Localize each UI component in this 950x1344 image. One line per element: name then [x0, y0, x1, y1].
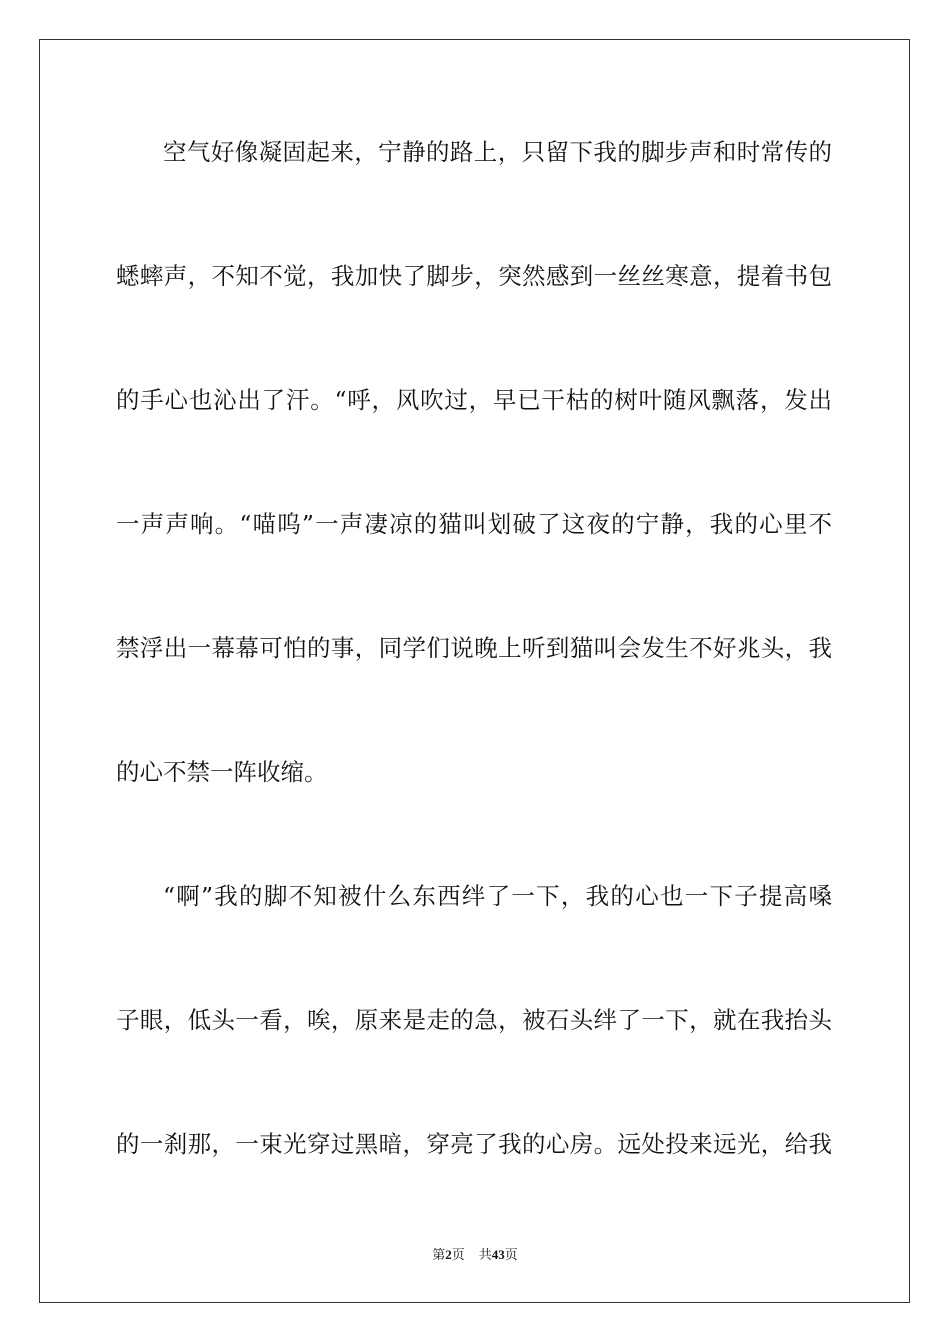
paragraph-1-line-5: 禁浮出一幕幕可怕的事，同学们说晚上听到猫叫会发生不好兆头，我 [116, 634, 832, 662]
paragraph-2-line-2: 子眼，低头一看，唉，原来是走的急，被石头绊了一下，就在我抬头 [116, 1006, 832, 1034]
page-number: 2 [445, 1247, 452, 1262]
page-suffix: 页 [451, 1248, 465, 1263]
paragraph-1-line-1: 空气好像凝固起来，宁静的路上，只留下我的脚步声和时常传的 [163, 138, 832, 166]
total-prefix: 共 [478, 1248, 492, 1263]
page-prefix: 第 [432, 1248, 446, 1263]
paragraph-2-line-3: 的一刹那，一束光穿过黑暗，穿亮了我的心房。远处投来远光，给我 [116, 1130, 832, 1158]
paragraph-1-line-4: 一声声响。“喵呜”一声凄凉的猫叫划破了这夜的宁静，我的心里不 [116, 510, 832, 538]
page-footer [0, 1246, 950, 1265]
paragraph-1-line-3: 的手心也沁出了汗。“呼，风吹过，早已干枯的树叶随风飘落，发出 [116, 386, 832, 414]
paragraph-1-line-6: 的心不禁一阵收缩。 [116, 758, 328, 786]
total-suffix: 页 [504, 1248, 518, 1263]
paragraph-1-line-2: 蟋蟀声，不知不觉，我加快了脚步，突然感到一丝丝寒意，提着书包 [116, 262, 832, 290]
page-border [39, 39, 910, 1303]
total-pages: 43 [491, 1247, 505, 1262]
paragraph-2-line-1: “啊”我的脚不知被什么东西绊了一下，我的心也一下子提高嗓 [163, 882, 832, 910]
